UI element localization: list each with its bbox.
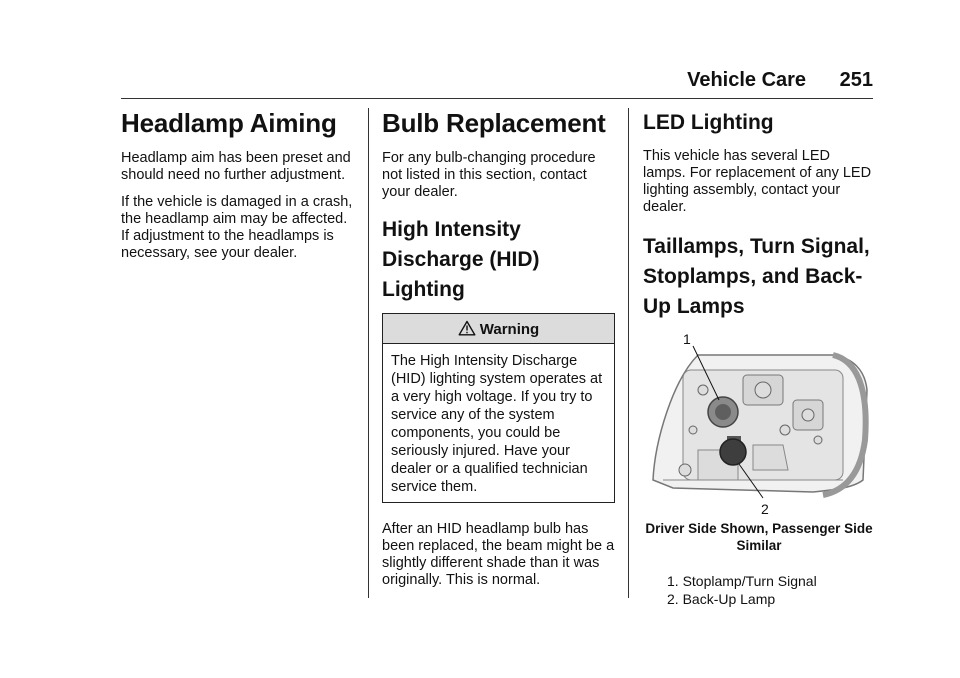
warning-triangle-icon (458, 320, 476, 336)
list-item: 2. Back-Up Lamp (667, 591, 776, 607)
warning-header (383, 314, 614, 344)
callout-1: 1 (683, 331, 691, 347)
warning-box (382, 313, 615, 503)
column-headlamp-aiming (121, 108, 353, 272)
heading-taillamps: Taillamps, Turn Signal, Stoplamps, and Back-Up Lamps (643, 235, 870, 318)
column-led-lighting (643, 108, 875, 608)
paragraph: After an HID headlamp bulb has been replaced, the beam might be a slightly different shade than it was originally. This is normal. (382, 521, 615, 588)
warning-label: Warning (479, 321, 540, 338)
heading-led-lighting: LED Lighting (643, 111, 774, 134)
callout-2: 2 (761, 501, 769, 517)
heading-bulb-replacement: Bulb Replacement (382, 108, 606, 138)
header-rule (121, 98, 873, 99)
callout-list (667, 572, 875, 608)
page-header (687, 69, 873, 92)
warning-text: The High Intensity Discharge (HID) lighting system operates at a very high voltage. If you try to service any of the system components, you could be seriously injured. Have your dealer or a qualified technician service them. (391, 353, 603, 495)
column-divider (628, 108, 629, 598)
heading-hid-lighting: High Intensity Discharge (HID) Lighting (382, 218, 540, 301)
list-item: 1. Stoplamp/Turn Signal (667, 573, 817, 589)
heading-headlamp-aiming: Headlamp Aiming (121, 108, 337, 138)
paragraph: For any bulb-changing procedure not listed in this section, contact your dealer. (382, 150, 596, 200)
paragraph: This vehicle has several LED lamps. For replacement of any LED lighting assembly, contact your dealer. (643, 148, 872, 215)
page-number: 251 (839, 69, 873, 91)
column-bulb-replacement (382, 108, 615, 599)
section-title: Vehicle Care (687, 69, 807, 91)
paragraph: If the vehicle is damaged in a crash, the headlamp aim may be affected. If adjustment to the headlamps is necessary, see your dealer. (121, 194, 353, 261)
paragraph: Headlamp aim has been preset and should need no further adjustment. (121, 150, 351, 183)
figure-caption: Driver Side Shown, Passenger Side Similar (645, 521, 873, 553)
column-divider (368, 108, 369, 598)
taillamp-figure (643, 330, 875, 520)
taillamp-illustration (643, 330, 875, 520)
